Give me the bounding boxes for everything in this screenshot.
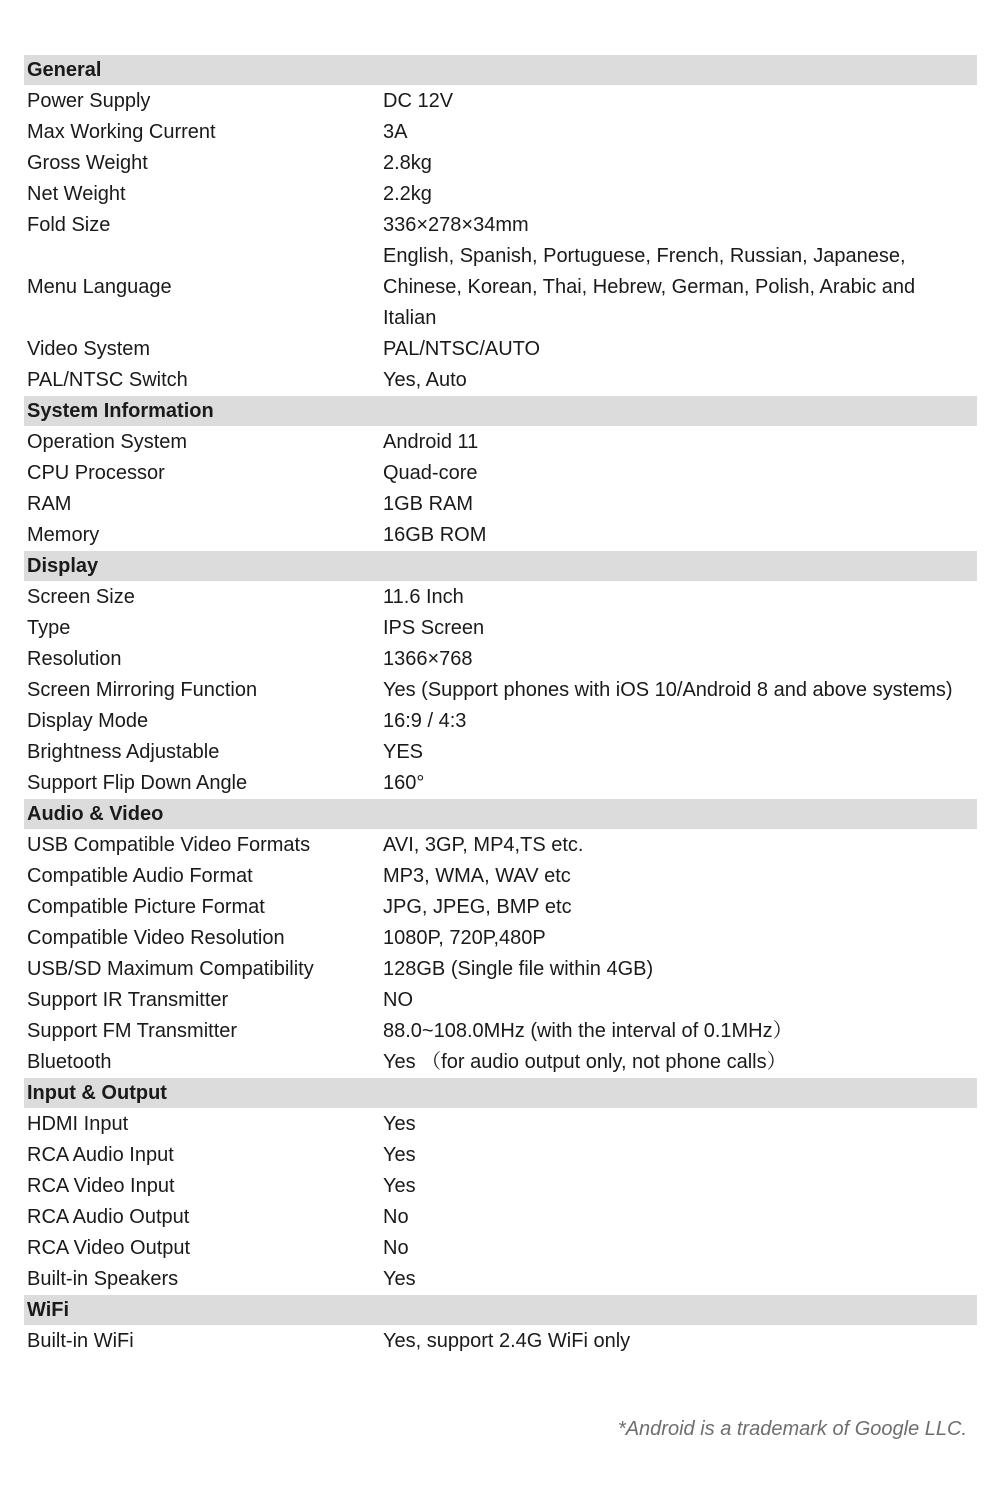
spec-row <box>24 86 977 117</box>
spec-value: AVI, 3GP, MP4,TS etc. <box>383 834 584 856</box>
spec-row <box>24 1047 977 1078</box>
spec-row <box>24 1264 977 1295</box>
spec-label: Net Weight <box>27 183 126 205</box>
spec-label: Compatible Video Resolution <box>27 927 285 949</box>
spec-value: 1GB RAM <box>383 493 474 515</box>
spec-label: USB Compatible Video Formats <box>27 834 311 856</box>
spec-label: Power Supply <box>27 90 151 112</box>
spec-label: Resolution <box>27 648 122 670</box>
spec-row <box>24 582 977 613</box>
spec-value: Android 11 <box>383 431 479 453</box>
spec-value: 2.2kg <box>383 183 432 205</box>
section-header: Audio & Video <box>24 799 977 829</box>
spec-value: MP3, WMA, WAV etc <box>383 865 571 887</box>
spec-row <box>24 148 977 179</box>
spec-label: Memory <box>27 524 100 546</box>
spec-label: Menu Language <box>27 276 172 298</box>
spec-label: RCA Video Output <box>27 1237 191 1259</box>
spec-value: 1080P, 720P,480P <box>383 927 546 949</box>
spec-value: 88.0~108.0MHz (with the interval of 0.1MHz） <box>383 1020 793 1042</box>
section-header: Input & Output <box>24 1078 977 1108</box>
spec-label: CPU Processor <box>27 462 165 484</box>
spec-value: No <box>383 1206 409 1228</box>
trademark-footnote: *Android is a trademark of Google LLC. <box>617 1418 967 1440</box>
spec-row <box>24 768 977 799</box>
spec-value: 3A <box>383 121 408 143</box>
spec-label: Video System <box>27 338 151 360</box>
spec-value: 336×278×34mm <box>383 214 529 236</box>
spec-row <box>24 1109 977 1140</box>
section-header: General <box>24 55 977 85</box>
spec-row <box>24 954 977 985</box>
spec-row <box>24 737 977 768</box>
spec-value: 160° <box>383 772 425 794</box>
spec-label: Fold Size <box>27 214 111 236</box>
spec-row <box>24 613 977 644</box>
spec-label: Built-in WiFi <box>27 1330 134 1352</box>
spec-label: Support Flip Down Angle <box>27 772 248 794</box>
spec-value: Yes （for audio output only, not phone calls） <box>383 1051 787 1073</box>
spec-row <box>24 675 977 706</box>
spec-label: Built-in Speakers <box>27 1268 179 1290</box>
spec-label: USB/SD Maximum Compatibility <box>27 958 314 980</box>
spec-value: Yes <box>383 1113 416 1135</box>
spec-label: Gross Weight <box>27 152 148 174</box>
spec-row <box>24 706 977 737</box>
spec-row <box>24 985 977 1016</box>
section-header: WiFi <box>24 1295 977 1325</box>
spec-value: PAL/NTSC/AUTO <box>383 338 541 360</box>
spec-label: PAL/NTSC Switch <box>27 369 188 391</box>
spec-label: Brightness Adjustable <box>27 741 220 763</box>
spec-row <box>24 117 977 148</box>
spec-row <box>24 365 977 396</box>
spec-row <box>24 520 977 551</box>
spec-value: 16:9 / 4:3 <box>383 710 467 732</box>
spec-row <box>24 1140 977 1171</box>
spec-label: RAM <box>27 493 72 515</box>
spec-label: RCA Audio Input <box>27 1144 174 1166</box>
spec-value: 2.8kg <box>383 152 432 174</box>
spec-value: 1366×768 <box>383 648 473 670</box>
spec-value: 16GB ROM <box>383 524 487 546</box>
section-header: System Information <box>24 396 977 426</box>
spec-label: Bluetooth <box>27 1051 112 1073</box>
spec-value: 11.6 Inch <box>383 586 464 608</box>
spec-value: Yes, Auto <box>383 369 467 391</box>
spec-row <box>24 1016 977 1047</box>
spec-label: Screen Mirroring Function <box>27 679 258 701</box>
spec-row <box>24 489 977 520</box>
spec-label: Screen Size <box>27 586 135 608</box>
spec-row <box>24 1171 977 1202</box>
spec-value: 128GB (Single file within 4GB) <box>383 958 654 980</box>
spec-value: Yes <box>383 1144 416 1166</box>
spec-value: Quad-core <box>383 462 478 484</box>
spec-label: Support FM Transmitter <box>27 1020 238 1042</box>
spec-row <box>24 241 977 334</box>
spec-label: Operation System <box>27 431 188 453</box>
spec-label: RCA Video Input <box>27 1175 175 1197</box>
spec-row <box>24 458 977 489</box>
spec-label: Compatible Audio Format <box>27 865 253 887</box>
spec-value: NO <box>383 989 413 1011</box>
spec-value: Yes (Support phones with iOS 10/Android 8 and above systems) <box>383 679 953 701</box>
spec-value: Yes, support 2.4G WiFi only <box>383 1330 631 1352</box>
spec-row <box>24 179 977 210</box>
spec-row <box>24 334 977 365</box>
spec-value: YES <box>383 741 424 763</box>
spec-row <box>24 1233 977 1264</box>
spec-value: No <box>383 1237 409 1259</box>
spec-label: Support IR Transmitter <box>27 989 229 1011</box>
spec-label: Max Working Current <box>27 121 216 143</box>
spec-label: RCA Audio Output <box>27 1206 190 1228</box>
spec-label: HDMI Input <box>27 1113 129 1135</box>
spec-row <box>24 1202 977 1233</box>
spec-label: Type <box>27 617 71 639</box>
spec-row <box>24 830 977 861</box>
spec-value: JPG, JPEG, BMP etc <box>383 896 572 918</box>
spec-row <box>24 427 977 458</box>
spec-value: Yes <box>383 1268 416 1290</box>
section-header: Display <box>24 551 977 581</box>
spec-row <box>24 644 977 675</box>
spec-row <box>24 1326 977 1357</box>
spec-table <box>24 55 977 1357</box>
spec-row <box>24 892 977 923</box>
spec-row <box>24 923 977 954</box>
spec-row <box>24 210 977 241</box>
spec-label: Display Mode <box>27 710 149 732</box>
spec-value: DC 12V <box>383 90 454 112</box>
spec-value: IPS Screen <box>383 617 485 639</box>
spec-label: Compatible Picture Format <box>27 896 265 918</box>
spec-value: Yes <box>383 1175 416 1197</box>
spec-row <box>24 861 977 892</box>
spec-value: English, Spanish, Portuguese, French, Russian, Japanese, Chinese, Korean, Thai, Hebrew, German, Polish, Arabic and Italian <box>383 245 916 329</box>
